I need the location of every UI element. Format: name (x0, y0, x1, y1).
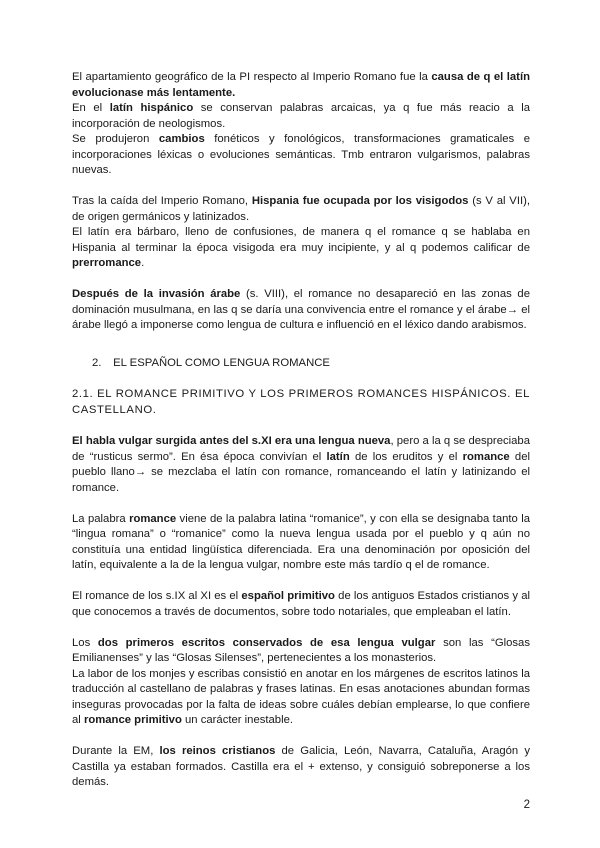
heading-text: EL ESPAÑOL COMO LENGUA ROMANCE (113, 356, 330, 369)
bold-text: español primitivo (241, 590, 335, 602)
paragraph-line (72, 70, 530, 101)
text-run: Los (72, 636, 98, 649)
text-run: La labor de los monjes y escribas consistió en anotar en los márgenes de escritos latinos la traducción al castellano de palabras y frases latinas. En esas anotaciones abundan formas inseguras provocadas por la falta de ideas sobre cuáles debían emplearse, lo que confiere al (72, 667, 530, 726)
bold-text: prerromance (72, 257, 142, 269)
paragraph-line (72, 512, 530, 574)
paragraph-line (72, 225, 530, 272)
paragraph (72, 589, 530, 620)
paragraph-line (72, 589, 530, 620)
text-run: Tras la caída del Imperio Romano, (72, 195, 252, 207)
text-run: El romance de los s.IX al XI es el (72, 590, 242, 602)
paragraph-line (72, 101, 530, 132)
bold-text: romance (129, 512, 177, 525)
section-intro (72, 70, 530, 334)
bold-text: latín hispánico (109, 102, 194, 114)
paragraph (72, 434, 530, 496)
text-run: En el (72, 102, 110, 114)
text-run: de Galicia, León, Navarra, Cataluña, Aragón y Castilla ya estaban formados. Castilla era el + extenso, y consiguió sobreponerse a los demás. (72, 745, 530, 788)
text-run: se conservan palabras arcaicas, ya q fue más reacio a la incorporación de neologismos. (72, 102, 530, 130)
bold-text: romance (462, 450, 510, 463)
text-run: , pero a la q se despreciaba de “rusticus sermo”. En ésa época convivían el (72, 435, 530, 463)
paragraph-line (72, 636, 530, 667)
text-run: (s V al VII), de origen germánicos y latinizados. (72, 195, 531, 223)
paragraph-line (72, 434, 530, 496)
text-run: (s. VIII), el romance no desapareció en las zonas de dominación musulmana, en las q se daría una convivencia entre el romance y el árabe→ el árabe llegó a imponerse como lengua de cultura e influenció en el léxico dando arabismos. (72, 288, 530, 331)
paragraph (72, 512, 530, 574)
text-run: Durante la EM, (72, 745, 160, 757)
page-number: 2 (523, 799, 530, 811)
heading-section-2 (72, 356, 530, 372)
text-run: del pueblo llano→ se mezclaba el latín con romance, romanceando el latín y latinizando el romance. (72, 450, 530, 494)
bold-text: Hispania fue ocupada por los visigodos (251, 195, 469, 207)
bold-text: romance primitivo (83, 714, 182, 726)
paragraph (72, 287, 530, 334)
paragraph-line (72, 287, 530, 334)
paragraph-line (72, 194, 530, 225)
paragraph (72, 636, 530, 729)
bold-text: cambios (158, 133, 205, 145)
bold-text: El habla vulgar surgida antes del s.XI era una lengua nueva (72, 435, 391, 447)
bold-text: Después de la invasión árabe (72, 288, 241, 300)
text-run: . (141, 257, 145, 269)
heading-subsection-2-1: 2.1. EL ROMANCE PRIMITIVO Y LOS PRIMEROS ROMANCES HISPÁNICOS. EL CASTELLANO. (72, 388, 530, 416)
paragraph (72, 70, 530, 179)
text-run: fonéticos y fonológicos, transformaciones gramaticales e incorporaciones léxicas o evoluciones semánticas. Tmb entraron vulgarismos, palabras nuevas. (72, 133, 530, 176)
text-run: un carácter inestable. (181, 714, 294, 726)
text-run: de los antiguos Estados cristianos y al que conocemos a través de documentos, sobre todo notariales, que empleaban el latín. (72, 590, 530, 618)
paragraph (72, 194, 530, 272)
text-run: son las “Glosas Emilianenses” y las “Glosas Silenses”, pertenecientes a los monasterios. (72, 636, 530, 664)
bold-text: los reinos cristianos (159, 745, 276, 757)
paragraph-line (72, 667, 530, 729)
text-run: viene de la palabra latina “romanice”, y con ella se designaba tanto la “lingua romana” o “romanice” como la nueva lengua usada por el pueblo y q aún no constituía una entidad lingüística diferenciada. Era una denominación por oposición del latín, equivalente a la de la lengua vulgar, nombre este más tardío q el de romance. (72, 512, 531, 571)
paragraph (72, 744, 530, 791)
paragraph-line (72, 132, 530, 179)
text-run: Se produjeron (72, 133, 159, 145)
heading-number: 2. (92, 356, 102, 369)
section-romance (72, 434, 530, 791)
bold-text: dos primeros escritos conservados de esa lengua vulgar (97, 636, 436, 649)
text-run: El latín era bárbaro, lleno de confusiones, de manera q el romance q se hablaba en Hispania al terminar la época visigoda era muy incipiente, y al q podemos calificar de (72, 226, 530, 254)
paragraph-line (72, 744, 530, 791)
bold-text: causa de q el latín evolucionase más lentamente. (72, 71, 530, 99)
bold-text: latín (326, 450, 350, 463)
text-run: La palabra (72, 512, 130, 525)
text-run: El apartamiento geográfico de la PI respecto al Imperio Romano fue la (72, 71, 432, 83)
text-run: de los eruditos y el (349, 450, 463, 463)
